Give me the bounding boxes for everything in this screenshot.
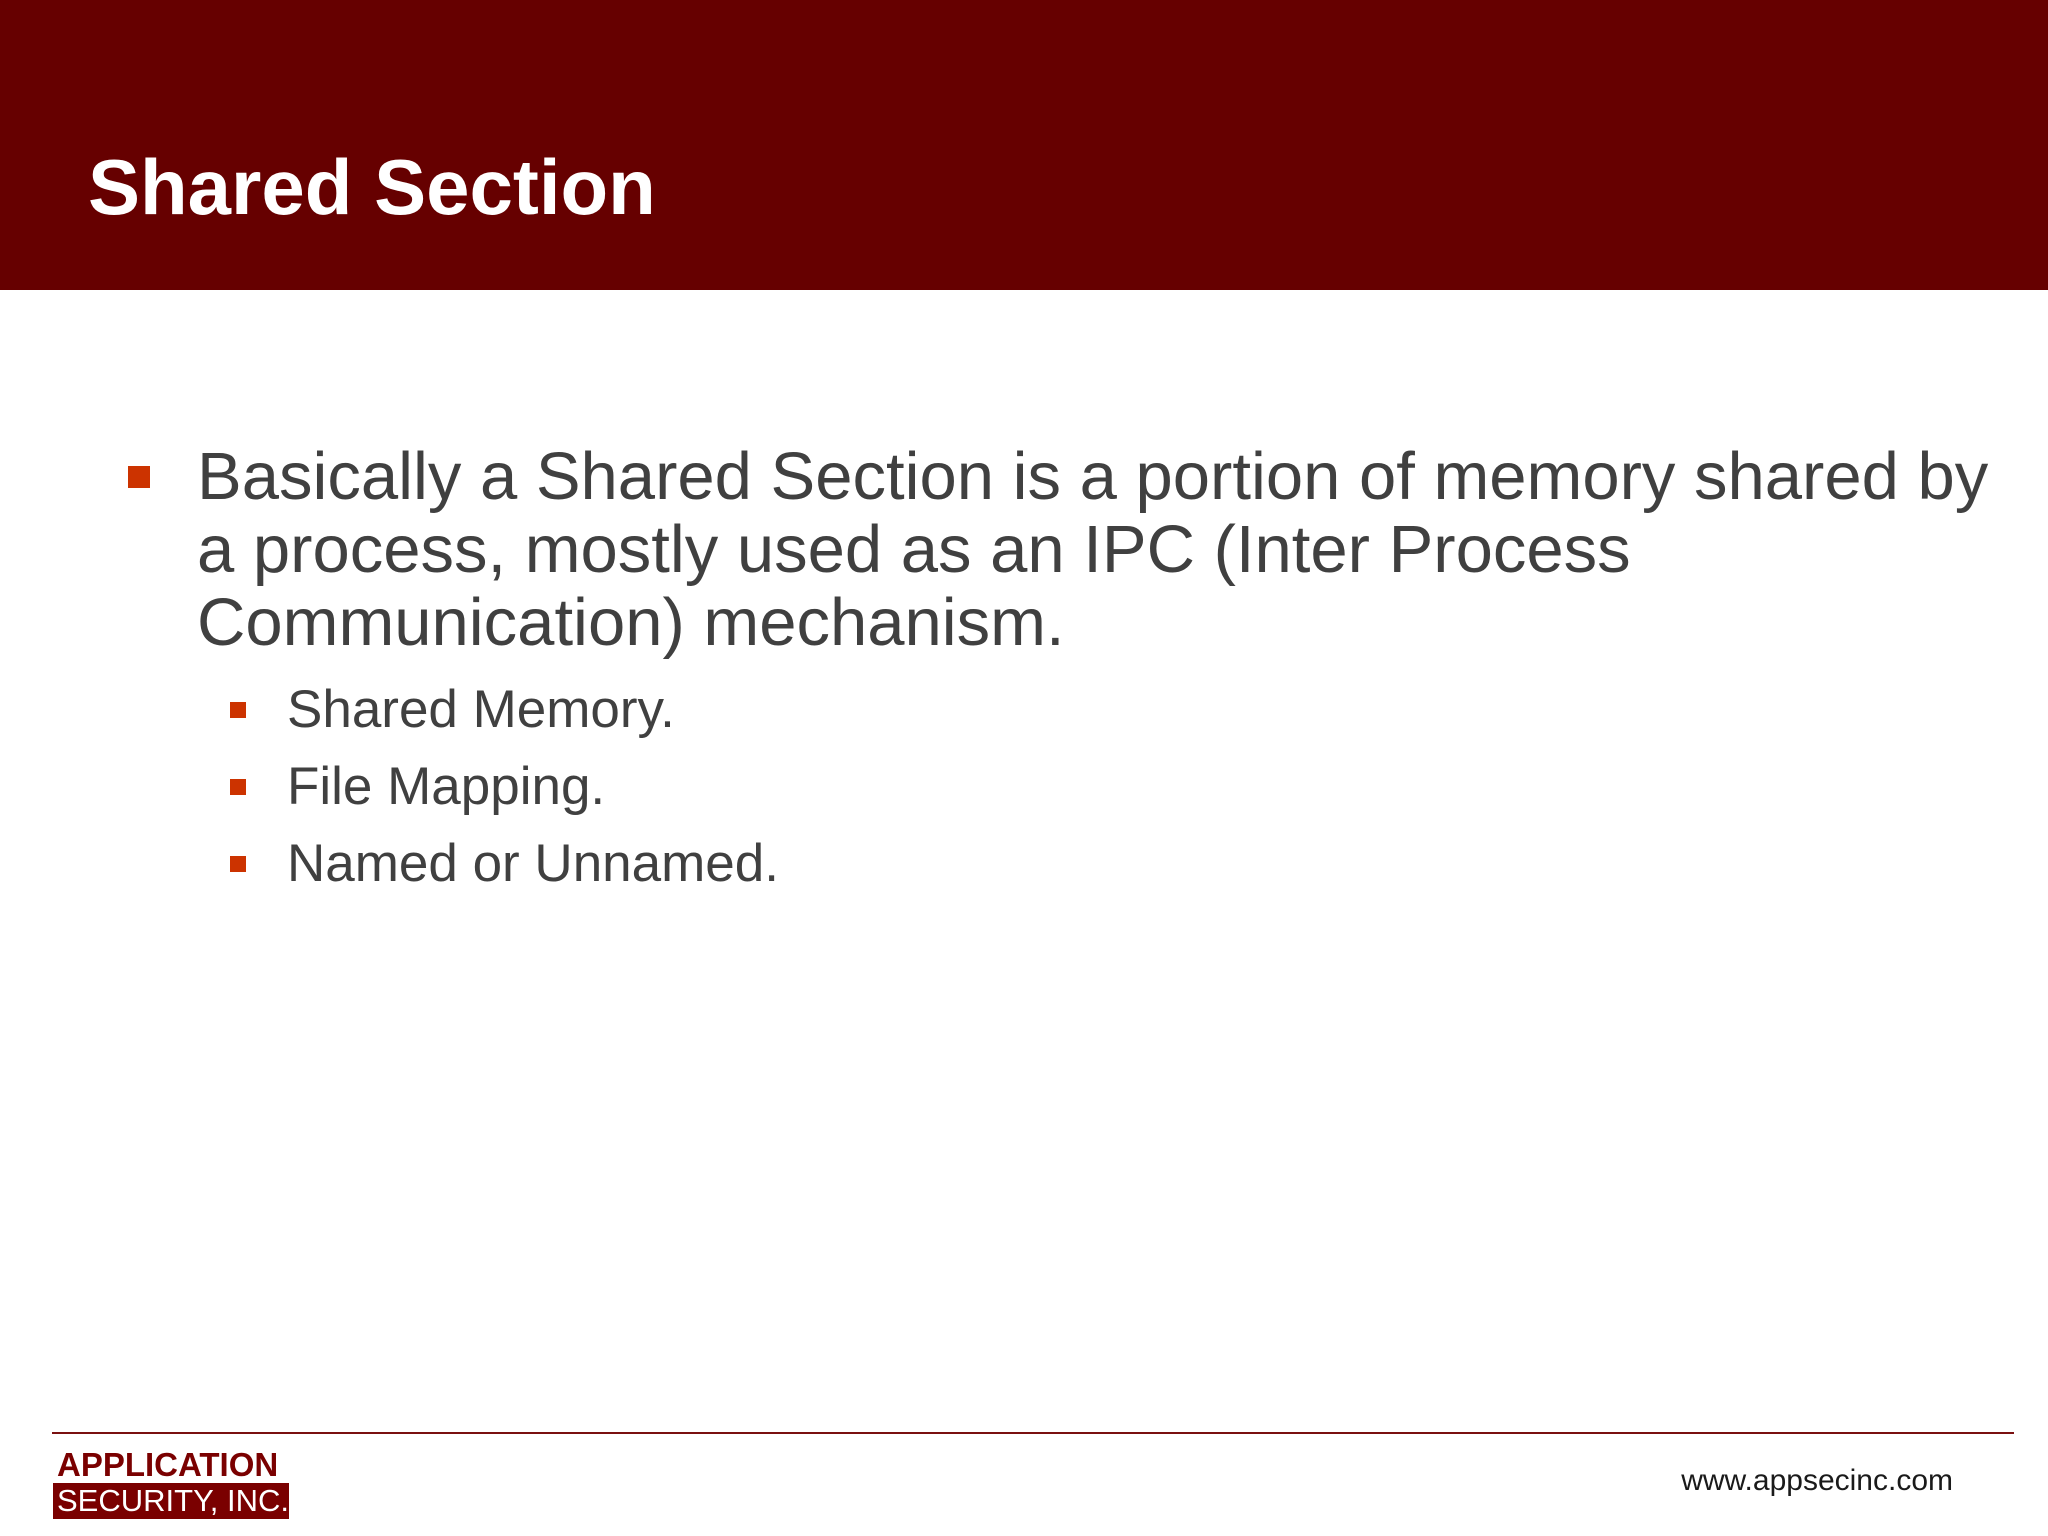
logo-line-2: SECURITY, INC. xyxy=(53,1483,289,1519)
logo-line-1: APPLICATION xyxy=(57,1446,279,1483)
sub-bullet-shared-memory: Shared Memory. xyxy=(287,680,675,739)
sub-bullet-marker-icon xyxy=(230,856,246,872)
sub-bullet-marker-icon xyxy=(230,779,246,795)
footer-url: www.appsecinc.com xyxy=(1681,1464,1953,1497)
bullet-main: Basically a Shared Section is a portion of memory shared by a process, mostly used as an IPC (Inter Process Communication) mechanism. xyxy=(197,439,1989,660)
bullet-marker-icon xyxy=(128,466,150,488)
sub-bullet-file-mapping: File Mapping. xyxy=(287,757,606,816)
company-logo xyxy=(53,1448,293,1516)
slide-title: Shared Section xyxy=(88,143,656,231)
sub-bullet-marker-icon xyxy=(230,702,246,718)
footer-divider xyxy=(52,1432,2014,1434)
sub-bullet-named-unnamed: Named or Unnamed. xyxy=(287,834,779,893)
